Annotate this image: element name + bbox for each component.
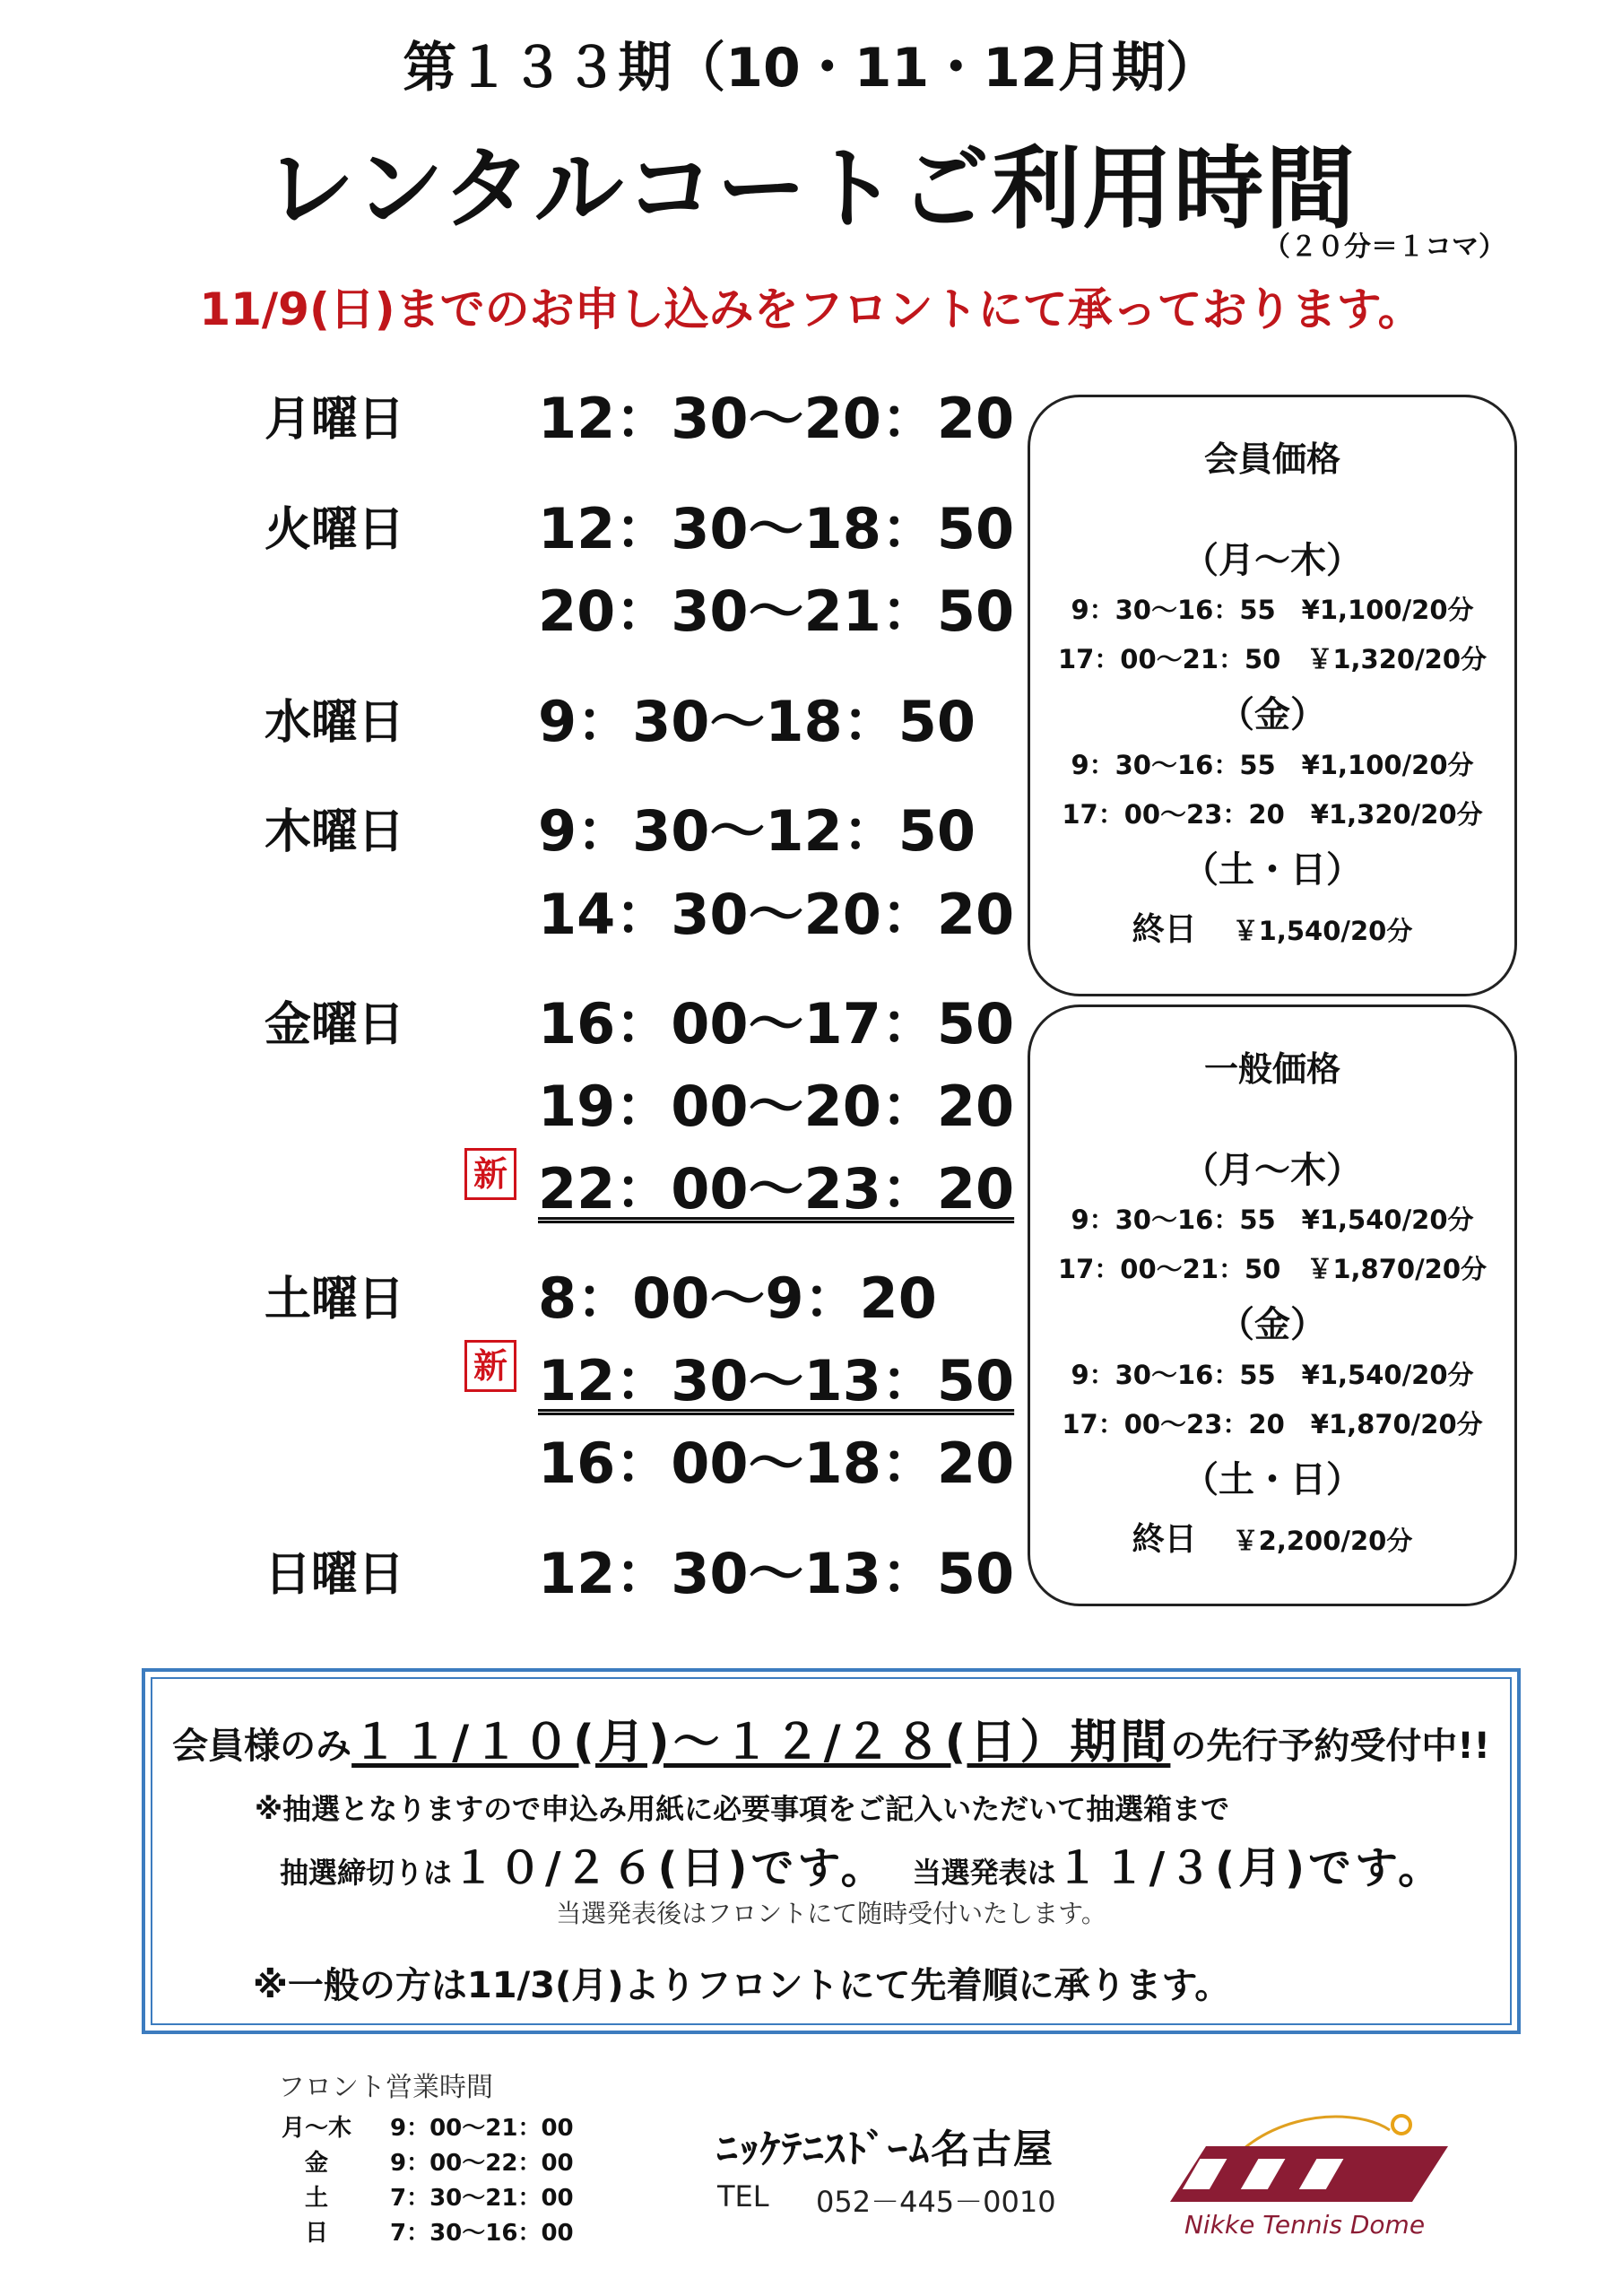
all-day-price: ￥1,540/20分 (1232, 916, 1413, 946)
saturday-slot-3: 16：00〜18：20 (538, 1431, 1015, 1496)
day-tuesday: 火曜日 (265, 503, 405, 557)
term-heading: 第１３３期（10・11・12月期） (403, 37, 1219, 100)
saturday-slot-2-new: 12：30〜13：50 (538, 1348, 1015, 1413)
saturday-slot-1: 8：00〜9：20 (538, 1265, 937, 1331)
facility-name: ﾆｯｹﾃﾆｽﾄﾞｰﾑ名古屋 (717, 2126, 1054, 2172)
unit-note: （２０分＝１コマ） (1263, 231, 1505, 263)
thursday-slot-2: 14：30〜20：20 (538, 882, 1015, 947)
all-day-label: 終日 (1132, 911, 1197, 948)
lottery-deadline-label: 抽選締切りは (280, 1856, 453, 1890)
tuesday-slot-2: 20：30〜21：50 (538, 578, 1015, 644)
general-price-box (1028, 1004, 1517, 1606)
logo-caption: Nikke Tennis Dome (1184, 2210, 1426, 2239)
notice-line-3 (280, 1833, 1444, 1895)
deadline-notice: 11/9(日)までのお申し込みをフロントにて承っております。 (199, 283, 1423, 335)
notice-prefix: 会員様のみ (172, 1726, 352, 1767)
hours-day: 金 (304, 2150, 328, 2177)
ntd-logo (1152, 2094, 1457, 2211)
member-weekend-heading: （土・日） (1183, 849, 1362, 891)
friday-slot-2: 19：00〜20：20 (538, 1074, 1015, 1139)
announcement-label: 当選発表は (912, 1856, 1056, 1890)
friday-slot-3-new: 22：00〜23：20 (538, 1156, 1015, 1222)
day-monday: 月曜日 (265, 393, 405, 447)
all-day-label: 終日 (1132, 1521, 1197, 1558)
general-mon-thu-rate-1: 9：30〜16：55 ¥1,540/20分 (1071, 1205, 1474, 1235)
day-sunday: 日曜日 (265, 1548, 405, 1602)
notice-line-1 (145, 1704, 1517, 1771)
notice-period: １１/１０(月)〜１２/２８(日）期間 (351, 1716, 1171, 1770)
monday-slot-1: 12：30〜20：20 (538, 386, 1015, 451)
member-weekend-rate (1030, 904, 1514, 950)
general-mon-thu-rate-2: 17：00〜21：50 ￥1,870/20分 (1057, 1254, 1488, 1284)
tel-label: TEL (717, 2179, 769, 2213)
member-price-box (1028, 395, 1517, 996)
advance-booking-notice (142, 1668, 1521, 2034)
general-fri-rate-2: 17：00〜23：20 ¥1,870/20分 (1062, 1409, 1483, 1439)
wednesday-slot-1: 9：30〜18：50 (538, 689, 976, 754)
notice-after-announcement: 当選発表後はフロントにて随時受付いたします。 (556, 1899, 1106, 1928)
member-price-title: 会員価格 (1203, 439, 1340, 479)
notice-lottery-info: ※抽選となりますので申込み用紙に必要事項をご記入いただいて抽選箱まで (255, 1792, 1230, 1826)
page-title: レンタルコートご利用時間 (265, 136, 1357, 241)
notice-general-public: ※一般の方は11/3(月)よりフロントにて先着順に承ります。 (253, 1965, 1231, 2006)
all-day-price: ￥2,200/20分 (1232, 1526, 1413, 1556)
member-mon-thu-rate-2: 17：00〜21：50 ￥1,320/20分 (1057, 644, 1488, 674)
hours-time: 9：00〜21：00 (390, 2115, 574, 2142)
hours-day: 土 (304, 2185, 328, 2212)
member-mon-thu-rate-1: 9：30〜16：55 ¥1,100/20分 (1071, 595, 1474, 625)
hours-time: 7：30〜16：00 (390, 2220, 574, 2247)
general-fri-heading: （金） (1219, 1304, 1326, 1345)
lottery-deadline-date: １０/２６(日)です。 (452, 1843, 888, 1893)
notice-suffix: の先行予約受付中!! (1170, 1726, 1490, 1767)
general-weekend-rate (1030, 1514, 1514, 1560)
member-fri-heading: （金） (1219, 694, 1326, 735)
general-price-title: 一般価格 (1203, 1049, 1340, 1089)
friday-slot-1: 16：00〜17：50 (538, 991, 1015, 1057)
day-saturday: 土曜日 (265, 1273, 405, 1326)
sunday-slot-1: 12：30〜13：50 (538, 1541, 1015, 1606)
general-fri-rate-1: 9：30〜16：55 ¥1,540/20分 (1071, 1360, 1474, 1390)
tel-number: 052－445－0010 (816, 2185, 1056, 2219)
hours-time: 7：30〜21：00 (390, 2185, 574, 2212)
new-badge: 新 (464, 1340, 516, 1392)
day-wednesday: 水曜日 (265, 696, 405, 750)
announcement-date: １１/３(月)です。 (1055, 1843, 1445, 1893)
hours-day: 月〜木 (281, 2115, 351, 2142)
thursday-slot-1: 9：30〜12：50 (538, 798, 976, 864)
hours-day: 日 (304, 2220, 328, 2247)
general-mon-thu-heading: （月〜木） (1183, 1150, 1362, 1191)
new-badge: 新 (464, 1148, 516, 1200)
tuesday-slot-1: 12：30〜18：50 (538, 496, 1015, 561)
hours-time: 9：00〜22：00 (390, 2150, 574, 2177)
front-hours-title: フロント営業時間 (278, 2072, 493, 2103)
day-friday: 金曜日 (265, 998, 405, 1052)
general-weekend-heading: （土・日） (1183, 1459, 1362, 1500)
day-thursday: 木曜日 (265, 805, 405, 859)
logo-ball (1392, 2116, 1410, 2134)
member-mon-thu-heading: （月〜木） (1183, 540, 1362, 581)
member-fri-rate-2: 17：00〜23：20 ¥1,320/20分 (1062, 799, 1483, 830)
member-fri-rate-1: 9：30〜16：55 ¥1,100/20分 (1071, 750, 1474, 780)
